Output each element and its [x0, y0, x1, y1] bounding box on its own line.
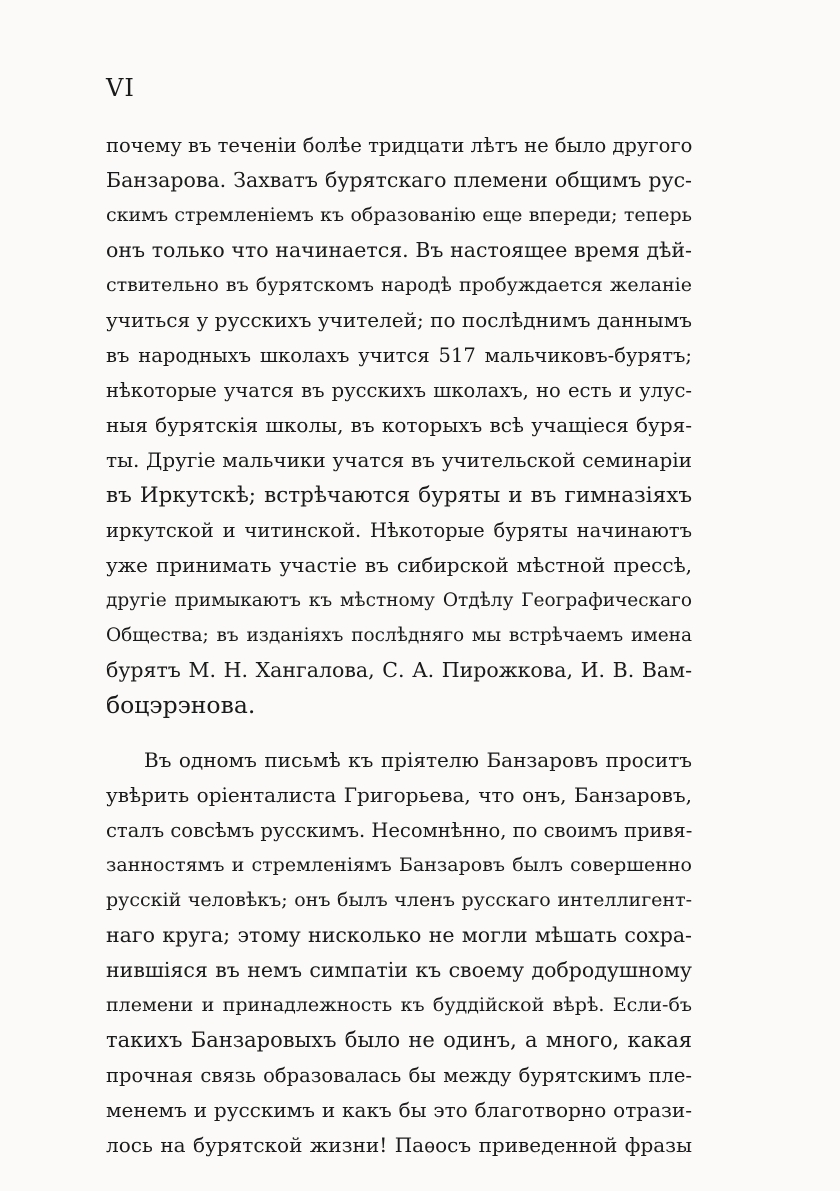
text-line: другіе примыкаютъ къ мѣстному Отдѣлу Географическаго [106, 590, 692, 611]
text-line: бурятъ М. Н. Хангалова, С. А. Пирожкова, И. В. Вам- [106, 658, 692, 682]
text-line: уже принимать участіе въ сибирской мѣстной прессѣ, [106, 553, 692, 577]
text-line: въ народныхъ школахъ учится 517 мальчиковъ-бурятъ; [106, 344, 692, 367]
page-number: VI [106, 74, 135, 102]
paragraph-2 [106, 743, 692, 1163]
text-line: русскій человѣкъ; онъ былъ членъ русскаго интеллигент- [106, 889, 692, 911]
text-line: Въ одномъ письмѣ къ пріятелю Банзаровъ проситъ [144, 748, 692, 772]
text-line: лось на бурятской жизни! Паѳосъ приведенной фразы [106, 1133, 692, 1157]
text-line: скимъ стремленіемъ къ образованію еще впереди; теперь [106, 204, 692, 226]
text-line: въ Иркутскѣ; встрѣчаются буряты и въ гимназіяхъ [106, 483, 692, 508]
body-text [106, 128, 692, 1163]
text-line: боцэрэнова. [106, 691, 256, 719]
text-line: иркутской и читинской. Нѣкоторые буряты начинаютъ [106, 519, 692, 542]
text-line: Банзарова. Захватъ бурятскаго племени общимъ рус- [106, 168, 692, 192]
text-line: Общества; въ изданіяхъ послѣдняго мы встрѣчаемъ имена [106, 625, 692, 646]
text-line: наго круга; этому нисколько не могли мѣшать сохра- [106, 923, 692, 947]
text-line: занностямъ и стремленіямъ Банзаровъ былъ совершенно [106, 854, 692, 876]
text-line: менемъ и русскимъ и какъ бы это благотворно отрази- [106, 1098, 692, 1122]
text-line: нѣкоторые учатся въ русскихъ школахъ, но есть и улус- [106, 379, 692, 402]
text-line: нившіяся въ немъ симпатіи къ своему добродушному [106, 958, 692, 982]
text-line: сталъ совсѣмъ русскимъ. Несомнѣнно, по своимъ привя- [106, 819, 693, 842]
paragraph-gap [106, 723, 692, 743]
text-line: такихъ Банзаровыхъ было не одинъ, а много, какая [106, 1028, 692, 1052]
text-line: ныя бурятскія школы, въ которыхъ всѣ учащіеся буря- [106, 413, 692, 437]
text-line: ствительно въ бурятскомъ народѣ пробуждается желаніе [106, 274, 692, 296]
text-line: прочная связь образовалась бы между бурятскимъ пле- [106, 1064, 692, 1087]
text-line: племени и принадлежность къ буддійской вѣрѣ. Если-бъ [106, 994, 692, 1016]
text-line: учиться у русскихъ учителей; по послѣднимъ даннымъ [106, 308, 692, 332]
text-line: онъ только что начинается. Въ настоящее время дѣй- [106, 238, 692, 262]
text-line: ты. Другіе мальчики учатся въ учительской семинаріи [106, 448, 692, 472]
text-line: увѣрить оріенталиста Григорьева, что онъ, Банзаровъ, [106, 783, 692, 807]
text-line: почему въ теченіи болѣе тридцати лѣтъ не было другого [106, 134, 693, 157]
paragraph-1 [106, 128, 692, 723]
